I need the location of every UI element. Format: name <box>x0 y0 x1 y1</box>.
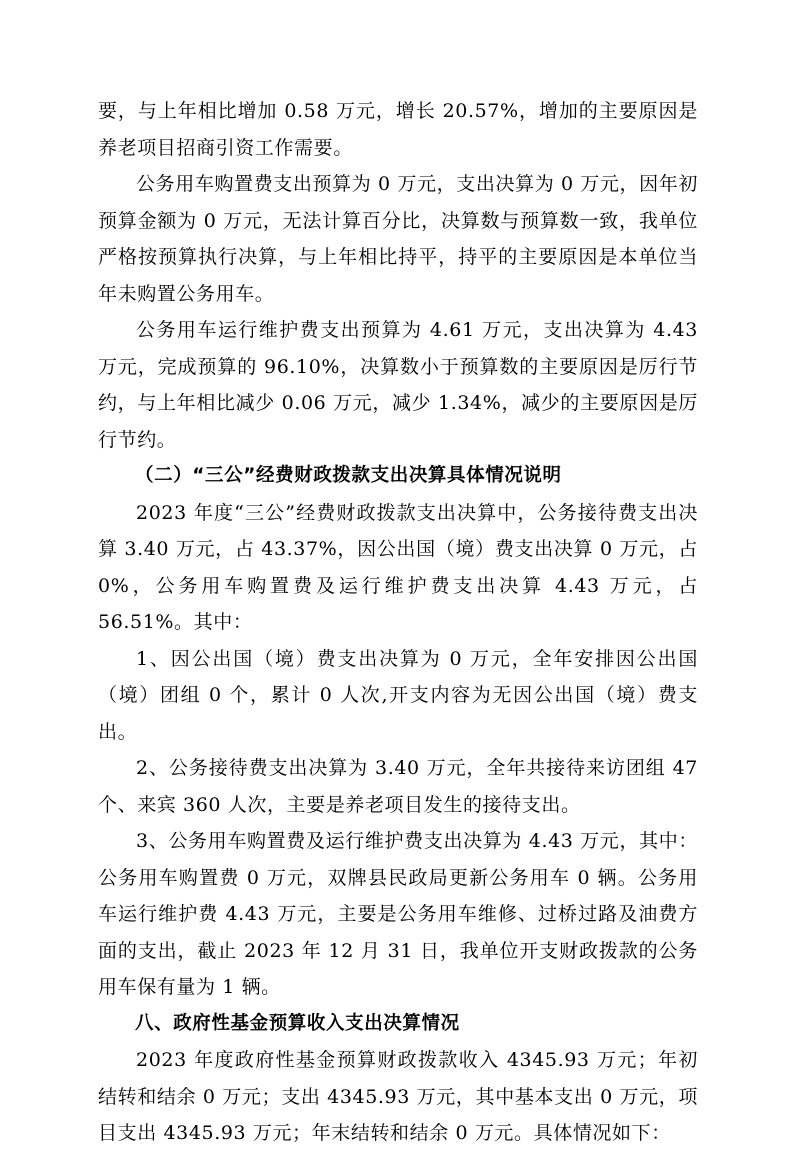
paragraph-reception: 2、公务接待费支出决算为 3.40 万元，全年共接待来访团组 47 个、来宾 360 人次，主要是养老项目发生的接待支出。 <box>98 757 698 816</box>
paragraph-government-fund: 2023 年度政府性基金预算财政拨款收入 4345.93 万元；年初结转和结余 0 万元；支出 4345.93 万元，其中基本支出 0 万元，项目支出 4345.93 万元；年末结转和结余 0 万元。具体情况如下： <box>98 1049 698 1144</box>
paragraph-overseas: 1、因公出国（境）费支出决算为 0 万元，全年安排因公出国（境）团组 0 个，累计 0 人次,开支内容为无因公出国（境）费支出。 <box>98 647 698 743</box>
section-heading-three-public: （二）“三公”经费财政拨款支出决算具体情况说明 <box>135 465 562 486</box>
paragraph-continuation: 要，与上年相比增加 0.58 万元，增长 20.57%，增加的主要原因是养老项目招商引资工作需要。 <box>98 100 698 159</box>
section-heading-government-fund: 八、政府性基金预算收入支出决算情况 <box>135 1012 460 1034</box>
paragraph-three-public-summary: 2023 年度“三公”经费财政拨款支出决算中，公务接待费支出决算 3.40 万元，占 43.37%，因公出国（境）费支出决算 0 万元，占 0%，公务用车购置费及运行维护费支出决算 4.43 万元，占 56.51%。其中： <box>98 501 698 633</box>
paragraph-vehicles: 3、公务用车购置费及运行维护费支出决算为 4.43 万元，其中：公务用车购置费 0 万元，双牌县民政局更新公务用车 0 辆。公务用车运行维护费 4.43 万元，主要是公务用车维修、过桥过路及油费方面的支出，截止 2023 年 12 月 31 日，我单位开支财政拨款的公务用车保有量为 1 辆。 <box>98 830 698 998</box>
paragraph-vehicle-maintenance: 公务用车运行维护费支出预算为 4.61 万元，支出决算为 4.43 万元，完成预算的 96.10%，决算数小于预算数的主要原因是厉行节约，与上年相比减少 0.06 万元，减少 1.34%，减少的主要原因是厉行节约。 <box>98 319 698 451</box>
paragraph-vehicle-purchase: 公务用车购置费支出预算为 0 万元，支出决算为 0 万元，因年初预算金额为 0 万元，无法计算百分比，决算数与预算数一致，我单位严格按预算执行决算，与上年相比持平，持平的主要原因是本单位当年未购置公务用车。 <box>98 173 698 305</box>
document-body <box>98 93 698 1152</box>
